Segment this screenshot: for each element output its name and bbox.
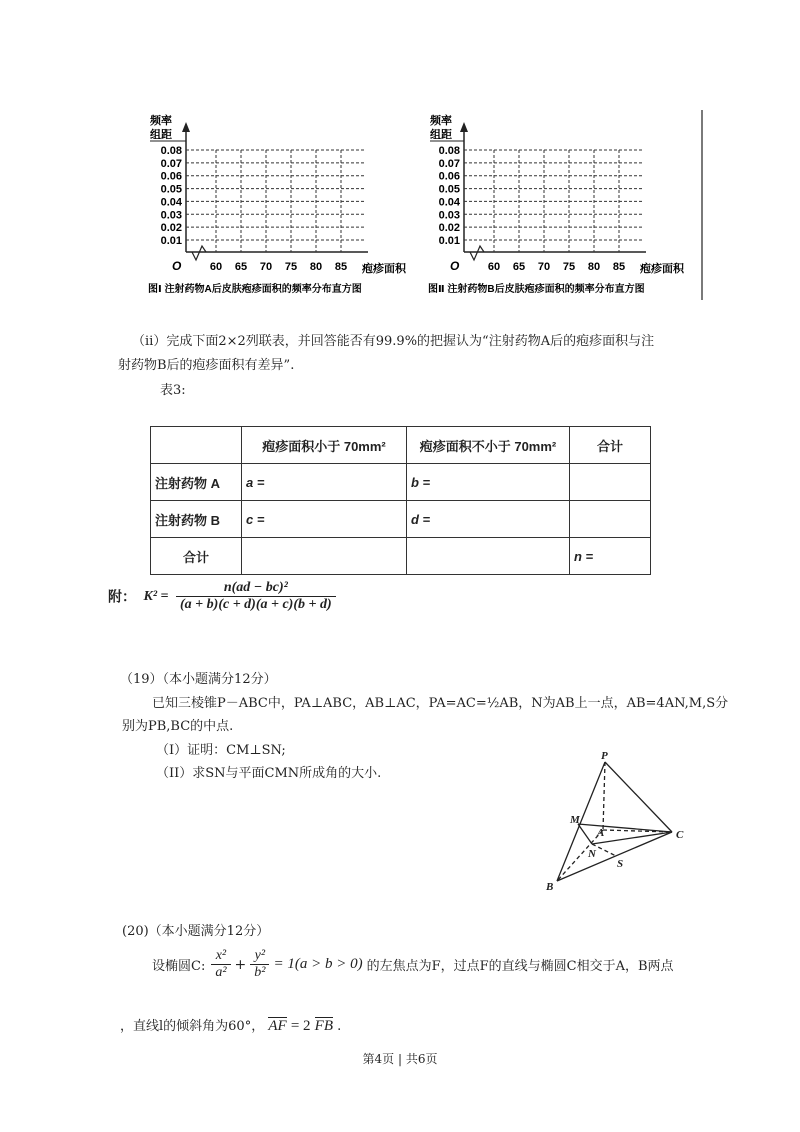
- hist1-xticks: [210, 261, 347, 273]
- hist1-ylabel-top: 频率: [150, 115, 172, 127]
- q20-text-before: 设椭圆C:: [152, 959, 206, 974]
- x-tick-label: 60: [487, 261, 501, 273]
- vertex-label-c: C: [676, 829, 684, 841]
- table-label: 表3:: [160, 383, 186, 398]
- page-footer: 第4页 | 共6页: [362, 1052, 438, 1066]
- hist2-xlabel: 疱疹面积: [640, 263, 684, 275]
- x-tick-label: 85: [334, 261, 348, 273]
- table-cell: [570, 501, 651, 538]
- x-tick-label: 70: [537, 261, 551, 273]
- vertex-label-s: S: [617, 858, 624, 870]
- table-cell: a =: [242, 464, 407, 501]
- y-tick-label: 0.08: [160, 145, 182, 157]
- hist1-origin: O: [172, 259, 182, 273]
- y-tick-label: 0.08: [438, 145, 460, 157]
- y-tick-label: 0.03: [160, 209, 182, 222]
- hist2-grid: [464, 150, 644, 252]
- q20-x-den: a²: [215, 965, 227, 980]
- q20-line2: [120, 1015, 341, 1035]
- vertex-label-m: M: [570, 814, 580, 826]
- y-tick-label: 0.02: [438, 222, 460, 235]
- q20-line1: [152, 948, 674, 981]
- histogram-figure-2: [418, 110, 708, 300]
- q19-header: （19）（本小题满分12分）: [120, 672, 277, 687]
- x-tick-label: 65: [512, 261, 526, 273]
- hist2-yticks: [439, 145, 461, 247]
- q19-line2: 别为PB,BC的中点.: [122, 719, 234, 734]
- x-tick-label: 60: [209, 261, 223, 273]
- q20-header: (20)（本小题满分12分）: [122, 924, 270, 939]
- y-tick-label: 0.01: [438, 235, 460, 247]
- x-tick-label: 85: [612, 261, 626, 273]
- hist2-xticks: [488, 261, 625, 273]
- x-tick-label: 75: [284, 261, 298, 273]
- hist2-caption: 图Ⅱ 注射药物B后皮肤疱疹面积的频率分布直方图: [428, 284, 645, 295]
- y-tick-label: 0.06: [160, 170, 182, 183]
- y-tick-label: 0.07: [438, 157, 460, 170]
- hist1-yticks: [161, 145, 183, 247]
- q20-line2-end: .: [337, 1019, 342, 1034]
- table-cell: n =: [570, 538, 651, 575]
- q20-y-den: b²: [254, 965, 266, 980]
- x-tick-label: 75: [562, 261, 576, 273]
- y-tick-label: 0.04: [438, 196, 460, 209]
- vertex-label-a: A: [597, 827, 605, 839]
- table-header-row: [151, 427, 651, 464]
- q19-part1: （I）证明：CM⊥SN;: [156, 743, 286, 758]
- y-tick-label: 0.03: [438, 209, 460, 222]
- q20-text-after: 的左焦点为F，过点F的直线与椭圆C相交于A，B两点: [366, 959, 674, 974]
- formula-denominator: (a + b)(c + d)(a + c)(b + d): [180, 597, 332, 612]
- table-row: [151, 538, 651, 575]
- q19-line1: 已知三棱锥P－ABC中，PA⊥ABC，AB⊥AC，PA=AC=½AB，N为AB上一点，AB=4AN,M,S分: [152, 696, 729, 711]
- q19-part2: （II）求SN与平面CMN所成角的大小.: [156, 766, 382, 781]
- q20-y-num: y²: [250, 948, 269, 965]
- table-header-cell: [151, 427, 242, 464]
- x-tick-label: 65: [234, 261, 248, 273]
- q20-rhs: = 1(a > b > 0): [273, 956, 363, 972]
- hist1-caption: 图Ⅰ 注射药物A后皮肤疱疹面积的频率分布直方图: [148, 284, 362, 295]
- y-tick-label: 0.02: [160, 222, 182, 235]
- q20-plus: +: [234, 956, 247, 973]
- hist2-ylabel-top: 频率: [430, 115, 452, 127]
- x-tick-label: 70: [259, 261, 273, 273]
- x-tick-label: 80: [309, 261, 323, 273]
- table-row: [151, 464, 651, 501]
- x-tick-label: 80: [587, 261, 601, 273]
- table-header-cell: 合计: [570, 427, 651, 464]
- y-tick-label: 0.01: [160, 235, 182, 247]
- table-cell: c =: [242, 501, 407, 538]
- hist2-ylabel-bottom: 组距: [430, 129, 452, 141]
- table-row-label: 合计: [151, 538, 242, 575]
- formula-prefix: 附：: [108, 590, 136, 606]
- formula-lhs: K² =: [143, 588, 169, 604]
- tetrahedron-diagram: [540, 750, 700, 900]
- histogram-figure-1: [140, 110, 420, 300]
- table-row-label: 注射药物 B: [151, 501, 242, 538]
- q20-line2-pre: ，直线l的倾斜角为60°，: [120, 1019, 265, 1034]
- table-cell: [242, 538, 407, 575]
- q20-vec-af: AF: [268, 1018, 287, 1034]
- table-cell: d =: [407, 501, 570, 538]
- q20-x-num: x²: [211, 948, 230, 965]
- y-tick-label: 0.05: [160, 183, 182, 196]
- table-header-cell: 疱疹面积小于 70mm²: [242, 427, 407, 464]
- hist2-origin: O: [450, 259, 460, 273]
- q20-eq-mid: = 2: [290, 1018, 311, 1034]
- table-cell: [570, 464, 651, 501]
- formula-numerator: n(ad − bc)²: [176, 580, 336, 597]
- table-cell: b =: [407, 464, 570, 501]
- k2-formula: [108, 580, 336, 613]
- table-row-label: 注射药物 A: [151, 464, 242, 501]
- table-header-cell: 疱疹面积不小于 70mm²: [407, 427, 570, 464]
- contingency-table: [150, 426, 651, 575]
- vertex-label-n: N: [588, 848, 596, 860]
- hist1-xlabel: 疱疹面积: [362, 263, 406, 275]
- table-cell: [407, 538, 570, 575]
- hist1-grid: [186, 150, 366, 252]
- y-tick-label: 0.04: [160, 196, 182, 209]
- y-tick-label: 0.05: [438, 183, 460, 196]
- q-ii-line2: 射药物B后的疱疹面积有差异”.: [118, 358, 295, 373]
- table-row: [151, 501, 651, 538]
- y-tick-label: 0.06: [438, 170, 460, 183]
- y-tick-label: 0.07: [160, 157, 182, 170]
- vertex-label-p: P: [601, 750, 608, 762]
- q20-vec-fb: FB: [314, 1018, 333, 1034]
- vertex-label-b: B: [546, 881, 554, 893]
- q-ii-line1: （ⅱ）完成下面2×2列联表，并回答能否有99.9%的把握认为“注射药物A后的疱疹面积与注: [132, 334, 655, 349]
- hist1-ylabel-bottom: 组距: [150, 129, 172, 141]
